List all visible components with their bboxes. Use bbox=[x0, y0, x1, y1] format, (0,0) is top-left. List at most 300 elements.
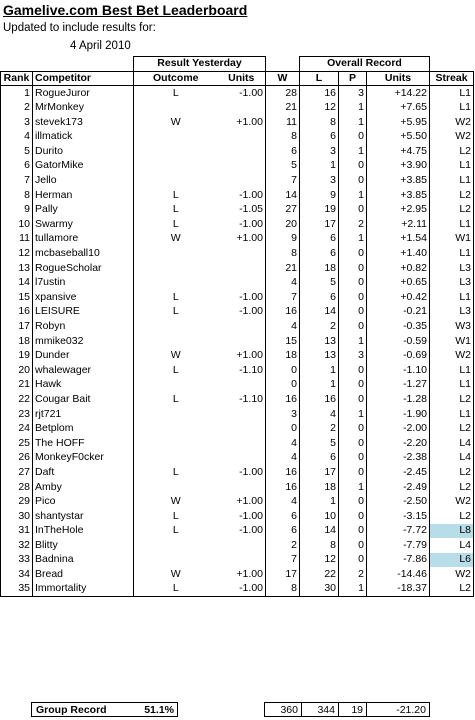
pushes-cell: 2 bbox=[339, 217, 367, 232]
col-outcome: Outcome bbox=[134, 71, 218, 86]
pushes-cell: 0 bbox=[339, 509, 367, 524]
outcome-cell: W bbox=[170, 115, 181, 128]
rank-cell: 8 bbox=[1, 188, 33, 203]
competitor-cell: Betplom bbox=[33, 421, 134, 436]
table-row bbox=[1, 348, 474, 363]
losses-cell: 14 bbox=[300, 524, 339, 539]
col-wins: W bbox=[266, 71, 300, 86]
rank-cell: 6 bbox=[1, 159, 33, 174]
competitor-cell: Immortality bbox=[33, 582, 134, 597]
competitor-cell: Swarmy bbox=[33, 217, 134, 232]
streak-cell: L2 bbox=[430, 392, 474, 407]
streak-cell: L8 bbox=[430, 524, 474, 539]
units-yesterday-cell: -1.10 bbox=[218, 363, 266, 378]
units-cell: -1.27 bbox=[367, 378, 430, 393]
table-row bbox=[1, 582, 474, 597]
competitor-cell: whalewager bbox=[33, 363, 134, 378]
wins-cell: 16 bbox=[266, 480, 300, 495]
units-yesterday-cell bbox=[218, 436, 266, 451]
pushes-cell: 1 bbox=[339, 334, 367, 349]
units-cell: +2.95 bbox=[367, 202, 430, 217]
table-row bbox=[1, 173, 474, 188]
units-yesterday-cell: +1.00 bbox=[218, 567, 266, 582]
outcome-cell: L bbox=[172, 392, 179, 405]
rank-cell: 17 bbox=[1, 319, 33, 334]
outcome-cell: L bbox=[172, 290, 179, 303]
wins-cell: 9 bbox=[266, 232, 300, 247]
pushes-cell: 1 bbox=[339, 407, 367, 422]
units-cell: +2.11 bbox=[367, 217, 430, 232]
rank-cell: 29 bbox=[1, 494, 33, 509]
table-row bbox=[1, 378, 474, 393]
outcome-cell bbox=[134, 129, 218, 144]
competitor-cell: Daft bbox=[33, 465, 134, 480]
pushes-cell: 1 bbox=[339, 188, 367, 203]
wins-cell: 8 bbox=[266, 246, 300, 261]
outcome-cell: L bbox=[172, 465, 179, 478]
losses-cell: 13 bbox=[300, 334, 339, 349]
wins-cell: 14 bbox=[266, 188, 300, 203]
pushes-cell: 3 bbox=[339, 348, 367, 363]
table-row bbox=[1, 202, 474, 217]
losses-cell: 30 bbox=[300, 582, 339, 597]
wins-cell: 0 bbox=[266, 363, 300, 378]
units-yesterday-cell bbox=[218, 538, 266, 553]
rank-cell: 19 bbox=[1, 348, 33, 363]
table-row bbox=[1, 480, 474, 495]
wins-cell: 27 bbox=[266, 202, 300, 217]
outcome-cell bbox=[134, 173, 218, 188]
streak-cell: W3 bbox=[430, 319, 474, 334]
rank-cell: 24 bbox=[1, 421, 33, 436]
units-cell: -2.00 bbox=[367, 421, 430, 436]
table-row bbox=[1, 232, 474, 247]
outcome-cell: L bbox=[172, 305, 179, 318]
rank-cell: 27 bbox=[1, 465, 33, 480]
competitor-cell: Hawk bbox=[33, 378, 134, 393]
units-yesterday-cell bbox=[218, 129, 266, 144]
rank-cell: 35 bbox=[1, 582, 33, 597]
streak-cell: W2 bbox=[430, 494, 474, 509]
losses-cell: 12 bbox=[300, 553, 339, 568]
table-row bbox=[1, 319, 474, 334]
competitor-cell: RogueScholar bbox=[33, 261, 134, 276]
competitor-cell: Bread bbox=[33, 567, 134, 582]
losses-cell: 4 bbox=[300, 407, 339, 422]
rank-cell: 32 bbox=[1, 538, 33, 553]
losses-cell: 14 bbox=[300, 305, 339, 320]
rank-cell: 26 bbox=[1, 451, 33, 466]
units-yesterday-cell: -1.10 bbox=[218, 392, 266, 407]
competitor-cell: Jello bbox=[33, 173, 134, 188]
col-competitor: Competitor bbox=[33, 71, 134, 86]
col-units-yesterday: Units bbox=[218, 71, 266, 86]
table-row bbox=[1, 261, 474, 276]
table-row bbox=[1, 363, 474, 378]
rank-cell: 16 bbox=[1, 305, 33, 320]
wins-cell: 6 bbox=[266, 144, 300, 159]
table-row bbox=[1, 494, 474, 509]
pushes-cell: 0 bbox=[339, 363, 367, 378]
outcome-cell bbox=[134, 246, 218, 261]
rank-cell: 25 bbox=[1, 436, 33, 451]
units-yesterday-cell bbox=[218, 144, 266, 159]
losses-cell: 12 bbox=[300, 100, 339, 115]
pushes-cell: 0 bbox=[339, 538, 367, 553]
rank-cell: 10 bbox=[1, 217, 33, 232]
pushes-cell: 1 bbox=[339, 115, 367, 130]
rank-cell: 18 bbox=[1, 334, 33, 349]
units-yesterday-cell: -1.00 bbox=[218, 465, 266, 480]
units-cell: +7.65 bbox=[367, 100, 430, 115]
units-cell: -1.28 bbox=[367, 392, 430, 407]
rank-cell: 23 bbox=[1, 407, 33, 422]
streak-cell: L2 bbox=[430, 582, 474, 597]
units-cell: -14.46 bbox=[367, 567, 430, 582]
units-cell: +5.50 bbox=[367, 129, 430, 144]
streak-cell: L4 bbox=[430, 538, 474, 553]
units-yesterday-cell: -1.00 bbox=[218, 305, 266, 320]
units-cell: -0.59 bbox=[367, 334, 430, 349]
units-yesterday-cell bbox=[218, 407, 266, 422]
units-cell: +3.90 bbox=[367, 159, 430, 174]
competitor-cell: The HOFF bbox=[33, 436, 134, 451]
rank-cell: 2 bbox=[1, 100, 33, 115]
outcome-cell: L bbox=[172, 217, 179, 230]
streak-cell: L3 bbox=[430, 261, 474, 276]
streak-cell: L1 bbox=[430, 246, 474, 261]
losses-cell: 1 bbox=[300, 363, 339, 378]
losses-cell: 6 bbox=[300, 246, 339, 261]
group-record-pushes-box bbox=[338, 702, 367, 717]
competitor-cell: Durito bbox=[33, 144, 134, 159]
table-row bbox=[1, 246, 474, 261]
streak-cell: L1 bbox=[430, 86, 474, 101]
table-row bbox=[1, 115, 474, 130]
units-yesterday-cell bbox=[218, 421, 266, 436]
table-row bbox=[1, 100, 474, 115]
table-row bbox=[1, 334, 474, 349]
losses-cell: 1 bbox=[300, 159, 339, 174]
table-row bbox=[1, 290, 474, 305]
losses-cell: 5 bbox=[300, 275, 339, 290]
losses-cell: 13 bbox=[300, 348, 339, 363]
table-row bbox=[1, 305, 474, 320]
table-row bbox=[1, 217, 474, 232]
leaderboard-title: Gamelive.com Best Bet Leaderboard bbox=[3, 2, 248, 18]
outcome-cell bbox=[134, 334, 218, 349]
units-yesterday-cell bbox=[218, 159, 266, 174]
competitor-cell: l7ustin bbox=[33, 275, 134, 290]
outcome-cell bbox=[134, 100, 218, 115]
competitor-cell: Pico bbox=[33, 494, 134, 509]
wins-cell: 6 bbox=[266, 509, 300, 524]
losses-cell: 17 bbox=[300, 465, 339, 480]
units-yesterday-cell bbox=[218, 378, 266, 393]
pushes-cell: 1 bbox=[339, 100, 367, 115]
pushes-cell: 0 bbox=[339, 202, 367, 217]
units-yesterday-cell bbox=[218, 173, 266, 188]
streak-cell: L3 bbox=[430, 305, 474, 320]
wins-cell: 4 bbox=[266, 275, 300, 290]
wins-cell: 0 bbox=[266, 378, 300, 393]
streak-cell: L2 bbox=[430, 188, 474, 203]
units-yesterday-cell: -1.05 bbox=[218, 202, 266, 217]
pushes-cell: 0 bbox=[339, 524, 367, 539]
units-yesterday-cell: +1.00 bbox=[218, 115, 266, 130]
col-streak: Streak bbox=[430, 71, 474, 86]
table-row bbox=[1, 524, 474, 539]
outcome-cell bbox=[134, 144, 218, 159]
units-cell: +0.42 bbox=[367, 290, 430, 305]
wins-cell: 4 bbox=[266, 451, 300, 466]
leaderboard-table bbox=[0, 56, 474, 597]
units-cell: +3.85 bbox=[367, 173, 430, 188]
wins-cell: 5 bbox=[266, 159, 300, 174]
pushes-cell: 1 bbox=[339, 144, 367, 159]
outcome-cell bbox=[134, 436, 218, 451]
group-record-units: -21.20 bbox=[396, 704, 426, 716]
units-cell: -0.69 bbox=[367, 348, 430, 363]
units-cell: -0.21 bbox=[367, 305, 430, 320]
wins-cell: 8 bbox=[266, 582, 300, 597]
outcome-cell bbox=[134, 261, 218, 276]
pushes-cell: 1 bbox=[339, 582, 367, 597]
table-row bbox=[1, 553, 474, 568]
competitor-cell: Pally bbox=[33, 202, 134, 217]
streak-cell: L6 bbox=[430, 553, 474, 568]
losses-cell: 19 bbox=[300, 202, 339, 217]
rank-cell: 33 bbox=[1, 553, 33, 568]
streak-cell: L2 bbox=[430, 465, 474, 480]
pushes-cell: 0 bbox=[339, 129, 367, 144]
units-yesterday-cell: -1.00 bbox=[218, 290, 266, 305]
table-row bbox=[1, 144, 474, 159]
units-yesterday-cell: +1.00 bbox=[218, 232, 266, 247]
pushes-cell: 0 bbox=[339, 465, 367, 480]
units-yesterday-cell: -1.00 bbox=[218, 86, 266, 101]
streak-cell: W2 bbox=[430, 129, 474, 144]
streak-cell: W2 bbox=[430, 567, 474, 582]
losses-cell: 6 bbox=[300, 129, 339, 144]
streak-cell: L1 bbox=[430, 290, 474, 305]
units-yesterday-cell: -1.00 bbox=[218, 524, 266, 539]
rank-cell: 31 bbox=[1, 524, 33, 539]
streak-cell: L1 bbox=[430, 407, 474, 422]
competitor-cell: Blitty bbox=[33, 538, 134, 553]
pushes-cell: 3 bbox=[339, 86, 367, 101]
losses-cell: 6 bbox=[300, 232, 339, 247]
competitor-cell: mmike032 bbox=[33, 334, 134, 349]
losses-cell: 10 bbox=[300, 509, 339, 524]
streak-cell: L2 bbox=[430, 509, 474, 524]
wins-cell: 21 bbox=[266, 261, 300, 276]
losses-cell: 6 bbox=[300, 290, 339, 305]
outcome-cell: L bbox=[172, 86, 179, 99]
table-row bbox=[1, 86, 474, 101]
units-yesterday-cell bbox=[218, 261, 266, 276]
result-yesterday-header: Result Yesterday bbox=[134, 57, 266, 72]
pushes-cell: 0 bbox=[339, 305, 367, 320]
pushes-cell: 0 bbox=[339, 378, 367, 393]
wins-cell: 16 bbox=[266, 465, 300, 480]
losses-cell: 3 bbox=[300, 173, 339, 188]
wins-cell: 4 bbox=[266, 494, 300, 509]
competitor-cell: MrMonkey bbox=[33, 100, 134, 115]
losses-cell: 16 bbox=[300, 86, 339, 101]
streak-cell: L2 bbox=[430, 421, 474, 436]
units-cell: +14.22 bbox=[367, 86, 430, 101]
units-yesterday-cell: -1.00 bbox=[218, 188, 266, 203]
streak-cell: L3 bbox=[430, 275, 474, 290]
units-cell: -2.49 bbox=[367, 480, 430, 495]
table-row bbox=[1, 465, 474, 480]
rank-cell: 14 bbox=[1, 275, 33, 290]
streak-cell: W2 bbox=[430, 115, 474, 130]
rank-cell: 20 bbox=[1, 363, 33, 378]
rank-cell: 4 bbox=[1, 129, 33, 144]
streak-cell: L4 bbox=[430, 436, 474, 451]
losses-cell: 1 bbox=[300, 378, 339, 393]
outcome-cell bbox=[134, 407, 218, 422]
rank-cell: 11 bbox=[1, 232, 33, 247]
losses-cell: 18 bbox=[300, 261, 339, 276]
rank-cell: 30 bbox=[1, 509, 33, 524]
wins-cell: 16 bbox=[266, 392, 300, 407]
competitor-cell: GatorMike bbox=[33, 159, 134, 174]
rank-cell: 9 bbox=[1, 202, 33, 217]
competitor-cell: xpansive bbox=[33, 290, 134, 305]
units-yesterday-cell bbox=[218, 100, 266, 115]
competitor-cell: illmatick bbox=[33, 129, 134, 144]
outcome-cell bbox=[134, 378, 218, 393]
wins-cell: 6 bbox=[266, 524, 300, 539]
wins-cell: 2 bbox=[266, 538, 300, 553]
units-cell: +0.82 bbox=[367, 261, 430, 276]
pushes-cell: 0 bbox=[339, 173, 367, 188]
units-yesterday-cell: -1.00 bbox=[218, 582, 266, 597]
competitor-cell: Cougar Bait bbox=[33, 392, 134, 407]
units-yesterday-cell bbox=[218, 246, 266, 261]
outcome-cell: L bbox=[172, 203, 179, 216]
losses-cell: 16 bbox=[300, 392, 339, 407]
table-row bbox=[1, 538, 474, 553]
competitor-cell: Badnina bbox=[33, 553, 134, 568]
outcome-cell bbox=[134, 319, 218, 334]
units-cell: +0.65 bbox=[367, 275, 430, 290]
competitor-cell: stevek173 bbox=[33, 115, 134, 130]
competitor-cell: mcbaseball10 bbox=[33, 246, 134, 261]
losses-cell: 22 bbox=[300, 567, 339, 582]
streak-cell: L2 bbox=[430, 144, 474, 159]
units-cell: -7.72 bbox=[367, 524, 430, 539]
units-yesterday-cell bbox=[218, 275, 266, 290]
rank-cell: 28 bbox=[1, 480, 33, 495]
pushes-cell: 0 bbox=[339, 246, 367, 261]
outcome-cell bbox=[134, 451, 218, 466]
competitor-cell: shantystar bbox=[33, 509, 134, 524]
competitor-cell: RogueJuror bbox=[33, 86, 134, 101]
pushes-cell: 0 bbox=[339, 290, 367, 305]
units-cell: -7.86 bbox=[367, 553, 430, 568]
streak-cell: L1 bbox=[430, 173, 474, 188]
losses-cell: 18 bbox=[300, 480, 339, 495]
pushes-cell: 0 bbox=[339, 451, 367, 466]
table-row bbox=[1, 567, 474, 582]
rank-cell: 12 bbox=[1, 246, 33, 261]
losses-cell: 2 bbox=[300, 319, 339, 334]
streak-cell: L4 bbox=[430, 451, 474, 466]
rank-cell: 1 bbox=[1, 86, 33, 101]
wins-cell: 11 bbox=[266, 115, 300, 130]
outcome-cell: W bbox=[170, 568, 181, 581]
wins-cell: 7 bbox=[266, 553, 300, 568]
wins-cell: 15 bbox=[266, 334, 300, 349]
competitor-cell: Robyn bbox=[33, 319, 134, 334]
rank-cell: 22 bbox=[1, 392, 33, 407]
outcome-cell: L bbox=[172, 524, 179, 537]
group-record-wins-box bbox=[264, 702, 302, 717]
wins-cell: 16 bbox=[266, 305, 300, 320]
group-record-pct: 51.1% bbox=[144, 704, 174, 716]
units-cell: -1.10 bbox=[367, 363, 430, 378]
losses-cell: 1 bbox=[300, 494, 339, 509]
wins-cell: 3 bbox=[266, 407, 300, 422]
units-cell: +1.54 bbox=[367, 232, 430, 247]
pushes-cell: 0 bbox=[339, 553, 367, 568]
table-row bbox=[1, 436, 474, 451]
table-row bbox=[1, 159, 474, 174]
competitor-cell: Herman bbox=[33, 188, 134, 203]
overall-record-header: Overall Record bbox=[300, 57, 430, 72]
col-pushes: P bbox=[339, 71, 367, 86]
losses-cell: 9 bbox=[300, 188, 339, 203]
group-record-losses-box bbox=[301, 702, 339, 717]
competitor-cell: InTheHole bbox=[33, 524, 134, 539]
col-rank: Rank bbox=[1, 71, 33, 86]
group-record-wins: 360 bbox=[280, 704, 298, 716]
table-row bbox=[1, 421, 474, 436]
units-yesterday-cell bbox=[218, 451, 266, 466]
pushes-cell: 0 bbox=[339, 421, 367, 436]
table-row bbox=[1, 392, 474, 407]
outcome-cell bbox=[134, 275, 218, 290]
units-yesterday-cell: -1.00 bbox=[218, 217, 266, 232]
outcome-cell: L bbox=[172, 509, 179, 522]
units-cell: +3.85 bbox=[367, 188, 430, 203]
group-header-row bbox=[1, 57, 474, 72]
wins-cell: 21 bbox=[266, 100, 300, 115]
competitor-cell: tullamore bbox=[33, 232, 134, 247]
units-yesterday-cell bbox=[218, 480, 266, 495]
streak-cell: L1 bbox=[430, 378, 474, 393]
table-row bbox=[1, 275, 474, 290]
units-cell: +5.95 bbox=[367, 115, 430, 130]
streak-cell: W2 bbox=[430, 348, 474, 363]
units-yesterday-cell: +1.00 bbox=[218, 494, 266, 509]
units-cell: -2.45 bbox=[367, 465, 430, 480]
losses-cell: 6 bbox=[300, 451, 339, 466]
streak-cell: L1 bbox=[430, 100, 474, 115]
table-row bbox=[1, 188, 474, 203]
rank-cell: 21 bbox=[1, 378, 33, 393]
outcome-cell: W bbox=[170, 349, 181, 362]
losses-cell: 8 bbox=[300, 538, 339, 553]
wins-cell: 0 bbox=[266, 421, 300, 436]
units-yesterday-cell bbox=[218, 553, 266, 568]
outcome-cell: L bbox=[134, 582, 218, 597]
pushes-cell: 0 bbox=[339, 319, 367, 334]
